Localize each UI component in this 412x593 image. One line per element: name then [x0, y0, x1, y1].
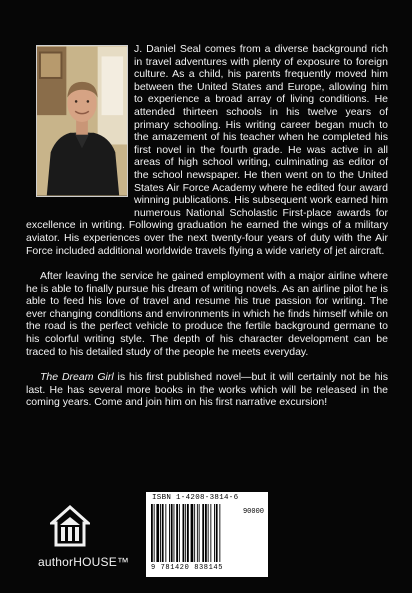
isbn-barcode	[146, 492, 268, 577]
bio-paragraph-3-text: is his first published novel—but it will certainly not be his last. He has several more books in the works which will be released in the coming years. Come and join him on his first narrative excursion!	[26, 371, 388, 409]
authorhouse-house-icon	[50, 505, 90, 547]
publisher-name: authorHOUSE™	[38, 555, 130, 569]
barcode-bars	[150, 504, 242, 566]
bio-paragraph-3	[26, 371, 388, 409]
bio-paragraph-1: J. Daniel Seal comes from a diverse background rich in travel adventures with plenty of exposure to foreign culture. As a child, his parents frequently moved him between the United States and Europe, allowing him to experience a broad array of living conditions. He attended thirteen schools in his twelve years of primary schooling. His writing career began much to the amazement of his teacher when he completed his first novel in the fourth grade. He was active in all areas of high school writing, culminating as editor of the school newspaper. He then went on to the United States Air Force Academy where he edited four award winning publications. His subsequent work earned him numerous National Scholastic First-place awards for excellence in writing. Following graduation he earned the wings of a military aviator. His experiences over the next twenty-four years of duty with the Air Force included additional worldwide travels flying a wide variety of jet aircraft.	[26, 43, 388, 257]
publisher-logo	[38, 505, 128, 575]
price-code: 90000	[242, 508, 264, 516]
isbn-number: ISBN 1-4208-3814-6	[152, 494, 239, 502]
barcode-digits: 9 781420 838145	[151, 564, 224, 572]
book-title: The Dream Girl	[40, 371, 114, 384]
author-biography	[26, 43, 388, 422]
bio-paragraph-2: After leaving the service he gained employment with a major airline where he is able to finally pursue his dream of writing novels. As an airline pilot he is able to feed his love of travel and resume his true passion for writing. The ever changing conditions and environments in which he finds himself while on the road is the perfect vehicle to produce the fertile background germane to his colorful writing style. The depth of his character development can be traced to his detailed study of the people he meets everyday.	[26, 270, 388, 358]
